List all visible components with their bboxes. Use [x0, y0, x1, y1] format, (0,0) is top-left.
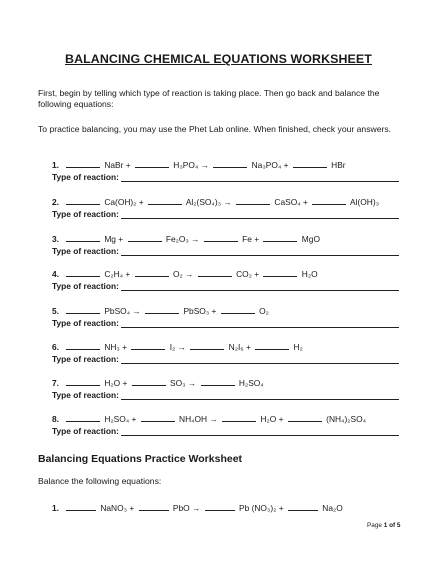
- coefficient-blank[interactable]: [293, 159, 327, 168]
- equation-row: [52, 305, 412, 316]
- equation-number: 5.: [52, 306, 59, 316]
- coefficient-blank[interactable]: [201, 377, 235, 386]
- equation-row: [52, 196, 412, 207]
- equation-number: 1.: [52, 160, 59, 170]
- type-of-reaction-label: Type of reaction:: [52, 281, 119, 291]
- coefficient-blank[interactable]: [190, 341, 224, 350]
- type-of-reaction-answer-line[interactable]: [121, 435, 399, 436]
- equation-row: [52, 268, 412, 279]
- chemical-term: Na₃PO₄ +: [249, 160, 291, 170]
- chemical-term: Al(OH)₃: [348, 197, 380, 207]
- practice-instructions: Balance the following equations:: [38, 476, 162, 486]
- coefficient-blank[interactable]: [135, 268, 169, 277]
- equation-row: [52, 377, 412, 388]
- footer-page-number: 1: [383, 522, 388, 529]
- coefficient-blank[interactable]: [132, 377, 166, 386]
- coefficient-blank[interactable]: [141, 413, 175, 422]
- type-of-reaction-label: Type of reaction:: [52, 172, 119, 182]
- intro-phet-note: To practice balancing, you may use the Phet Lab online. When finished, check your answers.: [38, 124, 392, 134]
- chemical-term: CO₂ +: [233, 269, 262, 279]
- coefficient-blank[interactable]: [148, 196, 182, 205]
- equation-row: [52, 413, 412, 424]
- coefficient-blank[interactable]: [236, 196, 270, 205]
- chemical-term: NaBr +: [102, 160, 133, 170]
- coefficient-blank[interactable]: [205, 502, 235, 511]
- coefficient-blank[interactable]: [66, 377, 100, 386]
- equation-row: [52, 502, 412, 513]
- type-of-reaction-answer-line[interactable]: [121, 255, 399, 256]
- coefficient-blank[interactable]: [213, 159, 247, 168]
- coefficient-blank[interactable]: [66, 159, 100, 168]
- footer-page-total: 5: [396, 522, 401, 529]
- coefficient-blank[interactable]: [139, 502, 169, 511]
- chemical-term: H₂SO₄: [236, 378, 264, 388]
- chemical-term: CaSO₄ +: [272, 197, 311, 207]
- chemical-term: Mg +: [102, 234, 126, 244]
- chemical-term: (NH₄)₂SO₄: [323, 414, 367, 424]
- coefficient-blank[interactable]: [263, 233, 297, 242]
- chemical-term: NaNO₃ +: [98, 503, 137, 513]
- chemical-term: NH₃ +: [102, 342, 130, 352]
- chemical-term: O₂: [256, 306, 269, 316]
- coefficient-blank[interactable]: [66, 233, 100, 242]
- chemical-term: Pb (NO₃)₂ +: [236, 503, 286, 513]
- type-of-reaction-answer-line[interactable]: [121, 363, 399, 364]
- chemical-term: C₂H₄ +: [102, 269, 133, 279]
- page-footer: [367, 522, 400, 529]
- equation-number: 4.: [52, 269, 59, 279]
- equation-number: 3.: [52, 234, 59, 244]
- type-of-reaction-label: Type of reaction:: [52, 318, 119, 328]
- equation-row: [52, 341, 412, 352]
- equation-number: 6.: [52, 342, 59, 352]
- type-of-reaction-label: Type of reaction:: [52, 426, 119, 436]
- type-of-reaction-answer-line[interactable]: [121, 290, 399, 291]
- type-of-reaction-label: Type of reaction:: [52, 390, 119, 400]
- chemical-term: H₂O +: [258, 414, 286, 424]
- coefficient-blank[interactable]: [66, 341, 100, 350]
- coefficient-blank[interactable]: [221, 305, 255, 314]
- coefficient-blank[interactable]: [66, 502, 96, 511]
- equation-number: 8.: [52, 414, 59, 424]
- coefficient-blank[interactable]: [66, 305, 100, 314]
- coefficient-blank[interactable]: [204, 233, 238, 242]
- chemical-term: N₂I₆ +: [226, 342, 254, 352]
- chemical-term: O₂ →: [170, 269, 196, 279]
- chemical-term: H₂O: [299, 269, 318, 279]
- chemical-term: Ca(OH)₂ +: [102, 197, 146, 207]
- type-of-reaction-label: Type of reaction:: [52, 246, 119, 256]
- coefficient-blank[interactable]: [312, 196, 346, 205]
- chemical-term: MgO: [299, 234, 320, 244]
- coefficient-blank[interactable]: [128, 233, 162, 242]
- footer-of: of: [389, 522, 396, 529]
- coefficient-blank[interactable]: [288, 502, 318, 511]
- footer-prefix: Page: [367, 522, 382, 529]
- chemical-term: Al₂(SO₄)₃ →: [183, 197, 235, 207]
- equation-row: [52, 159, 412, 170]
- chemical-term: PbO →: [170, 503, 203, 513]
- equation-number: 1.: [52, 503, 59, 513]
- coefficient-blank[interactable]: [255, 341, 289, 350]
- chemical-term: H₃PO₄ →: [170, 160, 212, 170]
- coefficient-blank[interactable]: [145, 305, 179, 314]
- coefficient-blank[interactable]: [263, 268, 297, 277]
- coefficient-blank[interactable]: [288, 413, 322, 422]
- chemical-term: PbSO₃ +: [181, 306, 219, 316]
- coefficient-blank[interactable]: [222, 413, 256, 422]
- chemical-term: H₂O +: [102, 378, 130, 388]
- type-of-reaction-answer-line[interactable]: [121, 399, 399, 400]
- coefficient-blank[interactable]: [66, 196, 100, 205]
- chemical-term: Na₂O: [319, 503, 343, 513]
- chemical-term: HBr: [328, 160, 346, 170]
- chemical-term: H₂SO₄ +: [102, 414, 139, 424]
- coefficient-blank[interactable]: [66, 268, 100, 277]
- coefficient-blank[interactable]: [135, 159, 169, 168]
- chemical-term: H₂: [291, 342, 303, 352]
- equation-row: [52, 233, 412, 244]
- type-of-reaction-answer-line[interactable]: [121, 181, 399, 182]
- coefficient-blank[interactable]: [66, 413, 100, 422]
- chemical-term: SO₃ →: [167, 378, 199, 388]
- coefficient-blank[interactable]: [198, 268, 232, 277]
- chemical-term: NH₄OH →: [176, 414, 221, 424]
- worksheet-title: BALANCING CHEMICAL EQUATIONS WORKSHEET: [65, 52, 372, 66]
- type-of-reaction-label: Type of reaction:: [52, 354, 119, 364]
- coefficient-blank[interactable]: [131, 341, 165, 350]
- type-of-reaction-answer-line[interactable]: [121, 327, 399, 328]
- chemical-term: Fe₂O₃ →: [163, 234, 202, 244]
- chemical-term: Fe +: [239, 234, 262, 244]
- chemical-term: PbSO₄ →: [102, 306, 144, 316]
- type-of-reaction-answer-line[interactable]: [121, 218, 399, 219]
- equation-number: 7.: [52, 378, 59, 388]
- chemical-term: I₂ →: [167, 342, 189, 352]
- type-of-reaction-label: Type of reaction:: [52, 209, 119, 219]
- practice-section-title: Balancing Equations Practice Worksheet: [38, 453, 243, 465]
- equation-number: 2.: [52, 197, 59, 207]
- intro-instructions: First, begin by telling which type of reaction is taking place. Then go back and balance the following equations:: [38, 88, 380, 109]
